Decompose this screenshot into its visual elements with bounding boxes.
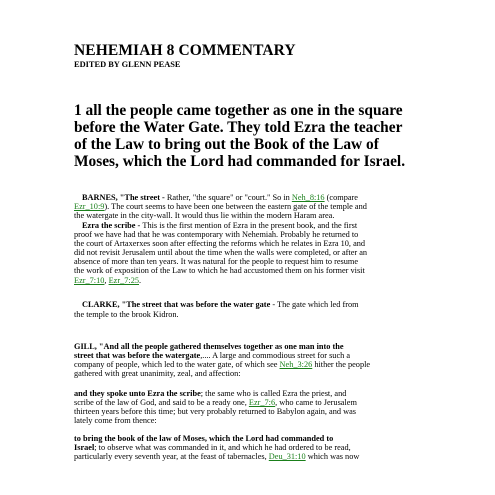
document-editor: EDITED BY GLENN PEASE (74, 60, 181, 69)
verse-line: of the Law to bring out the Book of the Law of (74, 136, 379, 153)
barnes-line: Ezr_10:9). The court seems to have been one between the eastern gate of the temple and (74, 202, 367, 211)
gill-line: company of people, which led to the water gate, of which see Neh_3:26 hither the people (74, 360, 371, 369)
gill-line: scribe of the law of God, and said to be a ready one, Ezr_7:6, who came to Jerusalem (74, 398, 357, 407)
scripture-link[interactable]: Neh_8:16 (291, 193, 325, 202)
verse-line: 1 all the people came together as one in the square (74, 102, 403, 119)
gill-line: Israel; to observe what was commanded in it, and which he had ordered to be read, (74, 443, 351, 452)
barnes-line: did not revisit Jerusalem until about the time when the walls were completed, or after an (74, 248, 368, 257)
gill-line: street that was before the watergate,.... A large and commodious street for such a (74, 351, 351, 360)
scripture-link[interactable]: Ezr_7:6 (248, 398, 276, 407)
gill-line: to bring the book of the law of Moses, which the Lord had commanded to (74, 434, 334, 443)
verse-line: Moses, which the Lord had commanded for Israel. (74, 153, 406, 170)
verse-line: before the Water Gate. They told Ezra the teacher (74, 119, 403, 136)
gill-label: GILL, "And all the people gathered themselves together as one man into the (74, 342, 344, 351)
scripture-link[interactable]: Neh_3:26 (279, 360, 313, 369)
barnes-line: absence of more than ten years. It was natural for the people to request him to resume (74, 257, 359, 266)
gill-line: and they spoke unto Ezra the scribe; the same who is called Ezra the priest, and (74, 389, 347, 398)
clarke-line: CLARKE, "The street that was before the water gate - The gate which led from (82, 300, 359, 309)
scripture-link[interactable]: Ezr_10:9 (74, 202, 105, 211)
barnes-line: BARNES, "The street - Rather, "the square" or "court." So in Neh_8:16 (compare (82, 193, 358, 202)
barnes-line: proof we have had that he was contemporary with Nehemiah. Probably he returned to (74, 230, 359, 239)
clarke-line: the temple to the brook Kidron. (74, 310, 179, 319)
clarke-label: CLARKE, "The street that was before the water gate (82, 300, 271, 309)
barnes-line: the work of exposition of the Law to which he had accustomed them on his former visit (74, 266, 365, 275)
gill-line: gathered with great unanimity, zeal, and affection: (74, 369, 241, 378)
scripture-link[interactable]: Ezr_7:10 (74, 276, 105, 285)
gill-line: lately come from thence: (74, 416, 157, 425)
gill-line: particularly every seventh year, at the feast of tabernacles, Deu_31:10 which was now (74, 452, 360, 461)
scripture-link[interactable]: Deu_31:10 (268, 452, 306, 461)
barnes-line: the watergate in the city-wall. It would thus lie within the modern Haram area. (74, 211, 335, 220)
barnes-line: the court of Artaxerxes soon after effecting the reforms which he relates in Ezra 10, and (74, 239, 366, 248)
barnes-line: Ezr_7:10, Ezr_7:25. (74, 276, 142, 285)
scripture-link[interactable]: Ezr_7:25 (108, 276, 139, 285)
document-title: NEHEMIAH 8 COMMENTARY (74, 42, 296, 59)
barnes-label: BARNES, "The street - (82, 193, 167, 202)
gill-line: thirteen years before this time; but very probably returned to Babylon again, and was (74, 407, 357, 416)
barnes-line: Ezra the scribe - This is the first mention of Ezra in the present book, and the first (82, 221, 358, 230)
